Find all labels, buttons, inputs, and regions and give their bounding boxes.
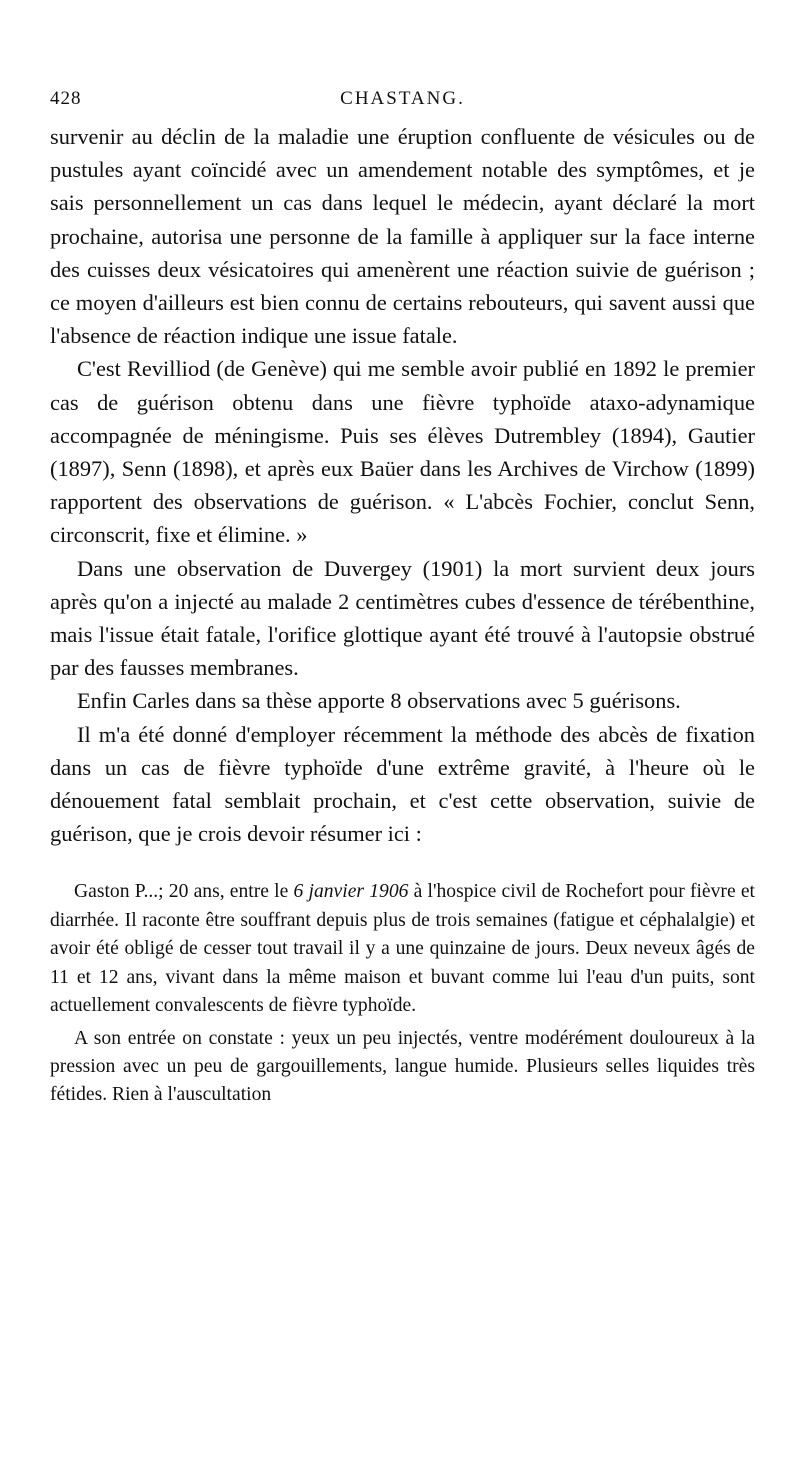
paragraph-carles: Enfin Carles dans sa thèse apporte 8 observations avec 5 guérisons. bbox=[77, 688, 681, 714]
running-head bbox=[50, 88, 755, 118]
paragraph-duvergey: Dans une observation de Duvergey (1901) la mort survient deux jours après qu'on a injecté au malade 2 centimètres cubes d'essence de térébenthine, mais l'issue était fatale, l'orifice glottique ayant été trouvé à l'autopsie obstrué par des fausses membranes. bbox=[50, 555, 755, 681]
running-title: CHASTANG. bbox=[340, 88, 465, 109]
case-observation bbox=[50, 878, 755, 1109]
observation-paragraph-admission bbox=[50, 878, 755, 1020]
book-page bbox=[50, 88, 755, 1110]
observation-paragraph-exam: A son entrée on constate : yeux un peu injectés, ventre modérément douloureux à la pression avec un peu de gargouillements, langue humide. Plusieurs selles liquides très fétides. Rien à l'auscultation bbox=[50, 1027, 755, 1106]
paragraph-methode: Il m'a été donné d'employer récemment la méthode des abcès de fixation dans un cas de fièvre typhoïde d'une extrême gravité, à l'heure où le dénouement fatal semblait prochain, et c'est cette observation, suivie de guérison, que je crois devoir résumer ici : bbox=[50, 721, 755, 847]
paragraph-continuation: survenir au déclin de la maladie une éruption confluente de vésicules ou de pustules ayant coïncidé avec un amendement notable des symptômes, et je sais personnellement un cas dans lequel le médecin, ayant déclaré la mort prochaine, autorisa une personne de la famille à appliquer sur la face interne des cuisses deux vésicatoires qui amenèrent une réaction suivie de guérison ; ce moyen d'ailleurs est bien connu de certains rebouteurs, qui savent aussi que l'absence de réaction indique une issue fatale. bbox=[50, 124, 755, 349]
page-number: 428 bbox=[50, 88, 82, 109]
observation-intro: Gaston P...; 20 ans, entre le bbox=[74, 881, 294, 903]
observation-history: à l'hospice civil de Rochefort pour fièvre et diarrhée. Il raconte être souffrant depuis plus de trois semaines (fatigue et céphalalgie) et avoir été obligé de cesser tout travail il y a une quinzaine de jours. Deux neveux âgés de 11 et 12 ans, vivant dans la même maison et buvant comme lui l'eau d'un puits, sont actuellement convalescents de fièvre typhoïde. bbox=[50, 881, 755, 1017]
observation-date: 6 janvier 1906 bbox=[293, 881, 409, 903]
main-text bbox=[50, 120, 755, 850]
paragraph-revilliod: C'est Revilliod (de Genève) qui me semble avoir publié en 1892 le premier cas de guérison obtenu dans une fièvre typhoïde ataxo-adynamique accompagnée de méningisme. Puis ses élèves Dutrembley (1894), Gautier (1897), Senn (1898), et après eux Baüer dans les Archives de Virchow (1899) rapportent des observations de guérison. « L'abcès Fochier, conclut Senn, circonscrit, fixe et élimine. » bbox=[50, 356, 755, 548]
